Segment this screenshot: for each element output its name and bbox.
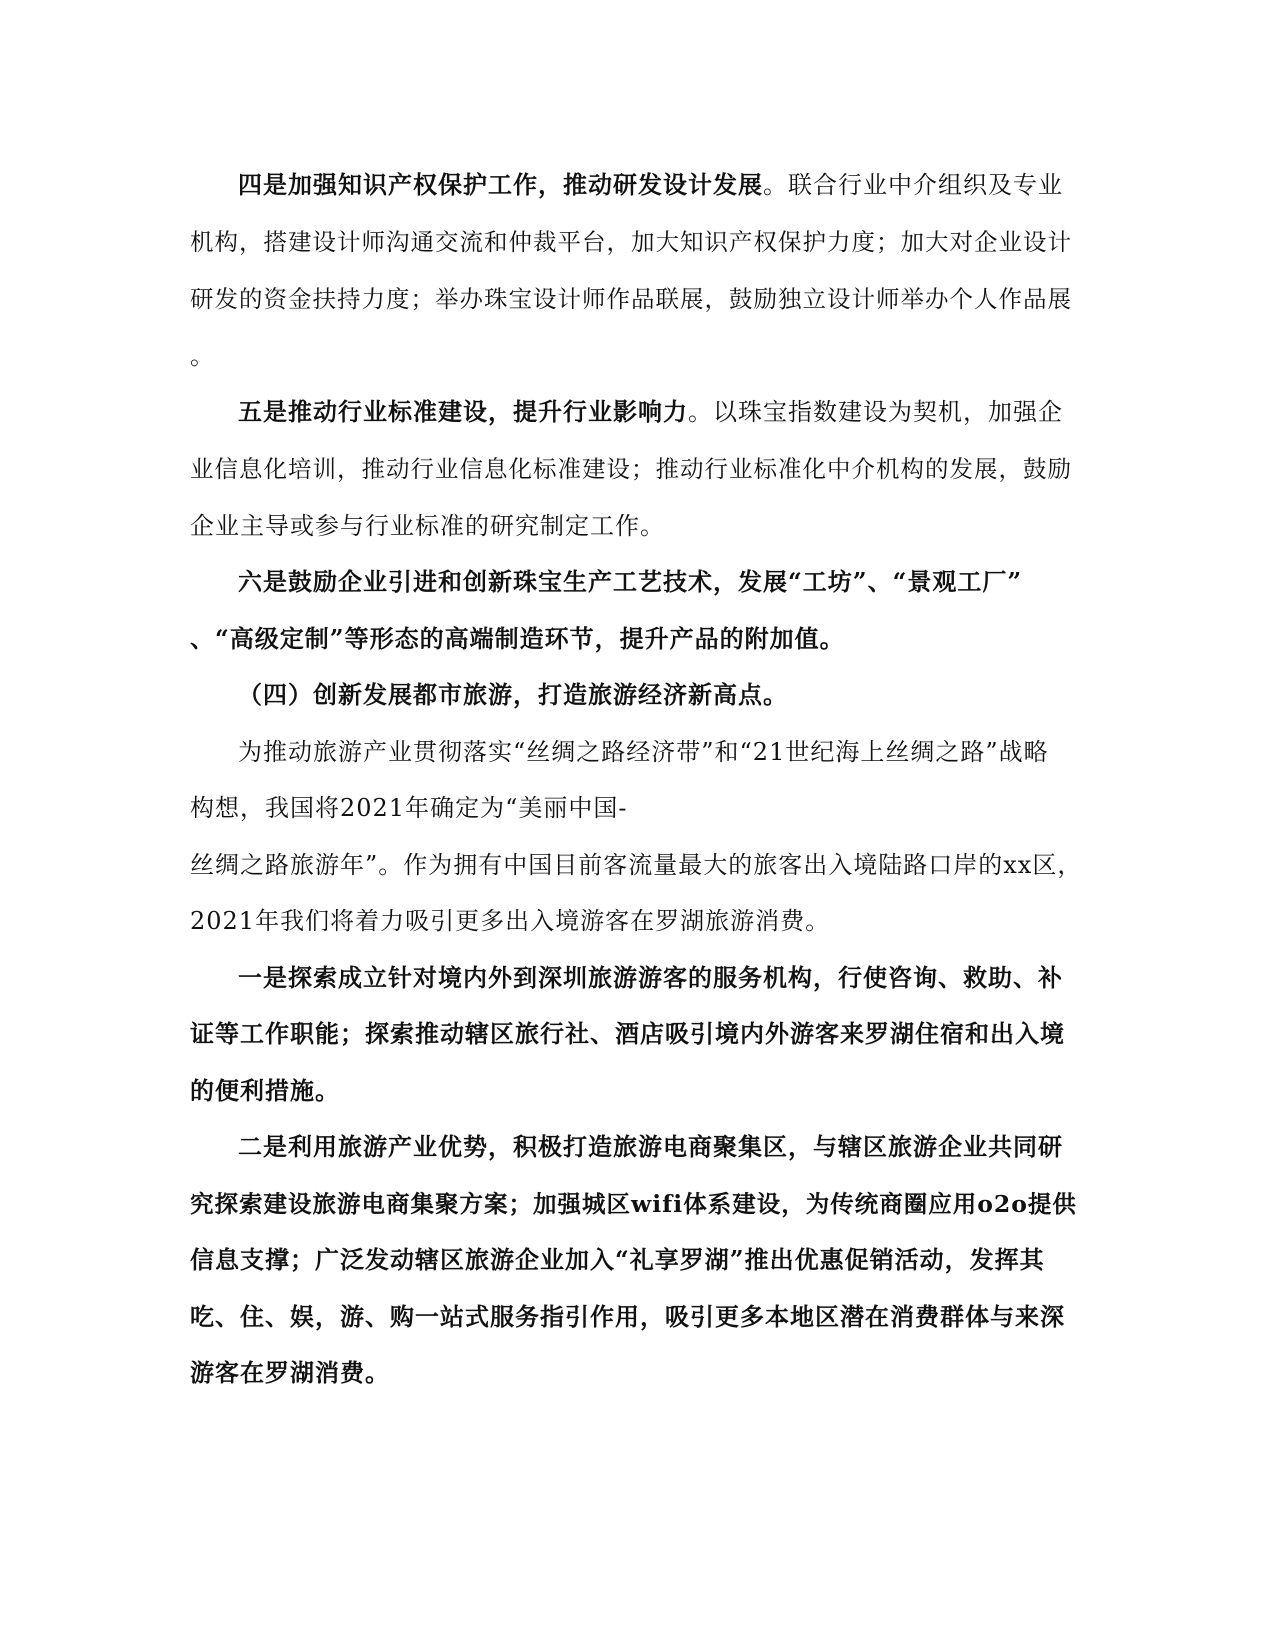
para5-line2: 证等工作职能；探索推动辖区旅行社、酒店吸引境内外游客来罗湖住宿和出入境 (190, 1019, 1065, 1048)
para4-line3: 丝绸之路旅游年”。作为拥有中国目前客流量最大的旅客出入境陆路口岸的xx区， (190, 851, 1083, 879)
para6-line2: 究探索建设旅游电商集聚方案；加强城区wifi体系建设，为传统商圈应用o2o提供 (190, 1190, 1077, 1218)
para6-line1: 二是利用旅游产业优势，积极打造旅游电商聚集区，与辖区旅游企业共同研 (238, 1132, 1063, 1161)
para1-line4: 。 (190, 342, 215, 370)
para4-line1: 为推动旅游产业贯彻落实“丝绸之路经济带”和“21世纪海上丝绸之路”战略 (238, 738, 1049, 766)
para3-line2: 、“高级定制”等形态的高端制造环节，提升产品的附加值。 (190, 624, 845, 653)
para6-line4: 吃、住、娱，游、购一站式服务指引作用，吸引更多本地区潜在消费群体与来深 (190, 1302, 1065, 1331)
para1-line1 (238, 170, 1063, 200)
section-heading: （四）创新发展都市旅游，打造旅游经济新高点。 (238, 680, 788, 709)
para2-text: 。以珠宝指数建设为契机，加强企 (688, 398, 1063, 426)
para4-line4: 2021年我们将着力吸引更多出入境游客在罗湖旅游消费。 (190, 907, 831, 935)
para2-line1 (238, 397, 1063, 427)
para1-line3: 研发的资金扶持力度；举办珠宝设计师作品联展，鼓励独立设计师举办个人作品展 (190, 285, 1072, 313)
para2-heading: 五是推动行业标准建设，提升行业影响力 (238, 397, 688, 426)
para2-line3: 企业主导或参与行业标准的研究制定工作。 (190, 512, 665, 540)
para3-line1: 六是鼓励企业引进和创新珠宝生产工艺技术，发展“工坊”、“景观工厂” (238, 567, 1023, 596)
para6-line5: 游客在罗湖消费。 (190, 1358, 390, 1387)
para4-line2: 构想，我国将2021年确定为“美丽中国- (190, 794, 628, 822)
para6-line3: 信息支撑；广泛发动辖区旅游企业加入“礼享罗湖”推出优惠促销活动，发挥其 (190, 1245, 1045, 1274)
para2-line2: 业信息化培训，推动行业信息化标准建设；推动行业标准化中介机构的发展，鼓励 (190, 455, 1072, 483)
para5-line1: 一是探索成立针对境内外到深圳旅游游客的服务机构，行使咨询、救助、补 (238, 963, 1063, 992)
para1-text: 。联合行业中介组织及专业 (763, 171, 1063, 199)
para5-line3: 的便利措施。 (190, 1076, 340, 1105)
para1-heading: 四是加强知识产权保护工作，推动研发设计发展 (238, 170, 763, 199)
para1-line2: 机构，搭建设计师沟通交流和仲裁平台，加大知识产权保护力度；加大对企业设计 (190, 228, 1072, 256)
